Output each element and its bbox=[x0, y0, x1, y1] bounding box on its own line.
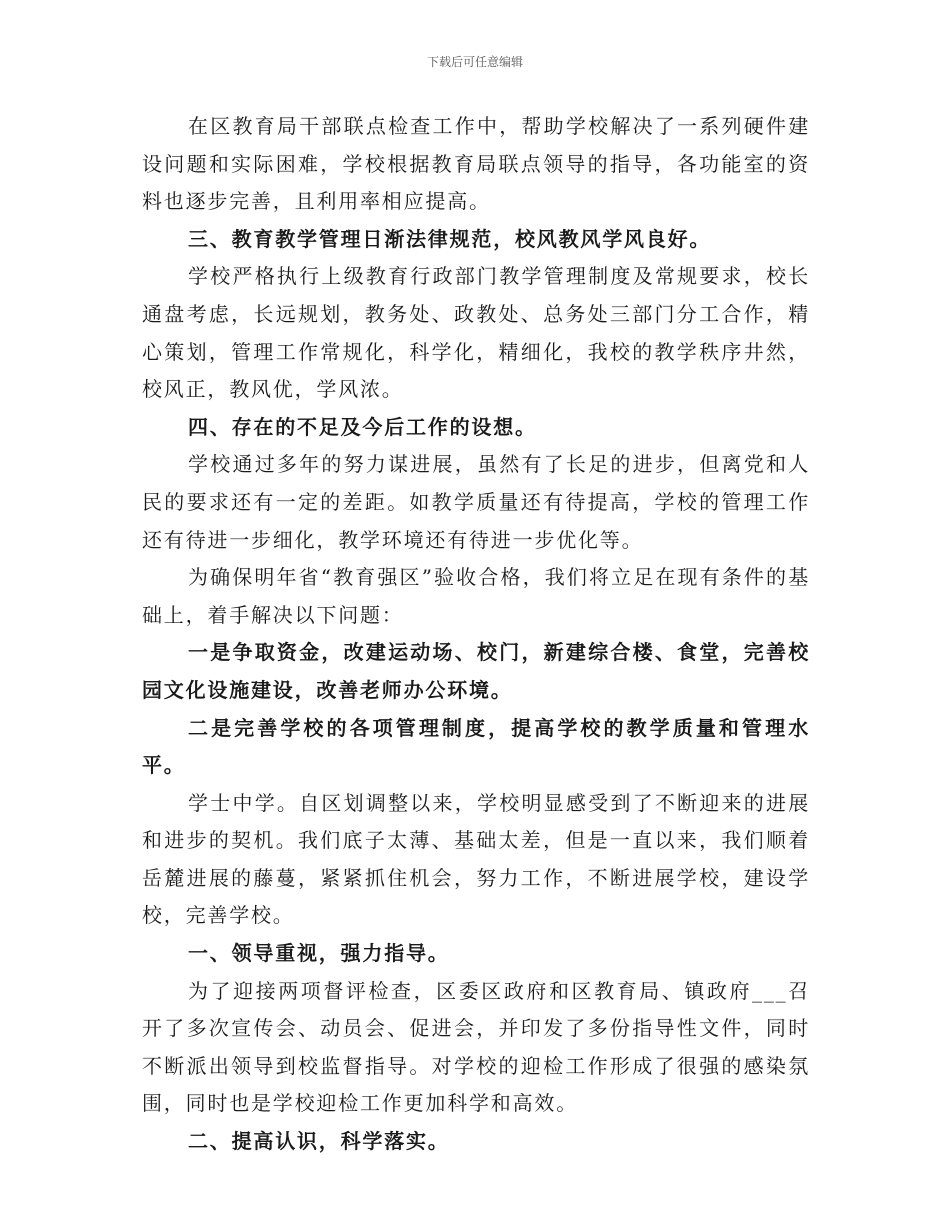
paragraph: 学校通过多年的努力谋进展，虽然有了长足的进步，但离党和人民的要求还有一定的差距。如教学质量还有待提高，学校的管理工作还有待进一步细化，教学环境还有待进一步优化等。 bbox=[142, 452, 810, 552]
section-heading: 二、提高认识，科学落实。 bbox=[188, 1129, 450, 1154]
bold-item: 二是完善学校的各项管理制度，提高学校的教学质量和管理水平。 bbox=[142, 715, 810, 778]
paragraph: 学校严格执行上级教育行政部门教学管理制度及常规要求，校长通盘考虑，长远规划，教务处、政教处、总务处三部门分工合作，精心策划，管理工作常规化，科学化，精细化，我校的教学秩序井然，校风正，教风优，学风浓。 bbox=[142, 264, 810, 402]
page-header: 下载后可任意编辑 bbox=[426, 55, 523, 69]
paragraph: 为了迎接两项督评检查，区委区政府和区教育局、镇政府___召开了多次宣传会、动员会、促进会，并印发了多份指导性文件，同时不断派出领导到校监督指导。对学校的迎检工作形成了很强的感染氛围，同时也是学校迎检工作更加科学和高效。 bbox=[142, 978, 810, 1116]
paragraph: 在区教育局干部联点检查工作中，帮助学校解决了一系列硬件建设问题和实际困难，学校根据教育局联点领导的指导，各功能室的资料也逐步完善，且利用率相应提高。 bbox=[142, 114, 810, 214]
section-heading: 一、领导重视，强力指导。 bbox=[188, 941, 450, 966]
bold-item: 一是争取资金，改建运动场、校门，新建综合楼、食堂，完善校园文化设施建设，改善老师办公环境。 bbox=[142, 640, 810, 702]
section-heading: 四、存在的不足及今后工作的设想。 bbox=[188, 414, 537, 439]
paragraph: 为确保明年省“教育强区”验收合格，我们将立足在现有条件的基础上，着手解决以下问题： bbox=[142, 565, 810, 627]
section-heading: 三、教育教学管理日渐法律规范，校风教风学风良好。 bbox=[188, 226, 712, 251]
paragraph: 学士中学。自区划调整以来，学校明显感受到了不断迎来的进展和进步的契机。我们底子太薄、基础太差，但是一直以来，我们顺着岳麓进展的藤蔓，紧紧抓住机会，努力工作，不断进展学校，建设学校，完善学校。 bbox=[142, 790, 810, 928]
document-body bbox=[142, 108, 810, 1161]
